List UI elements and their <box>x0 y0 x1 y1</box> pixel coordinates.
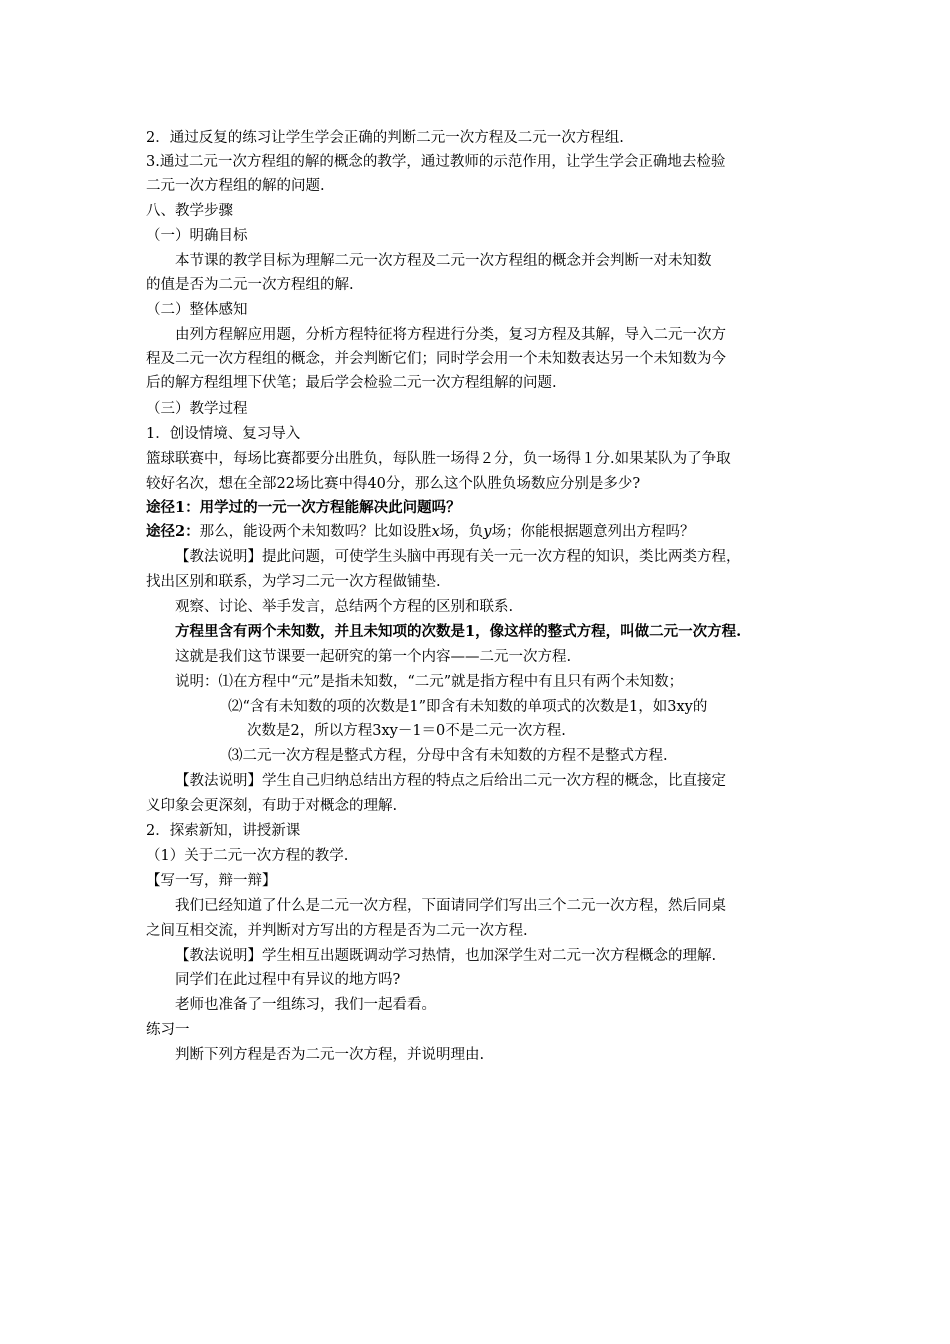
explanation-3: ⑶二元一次方程是整式方程，分母中含有未知数的方程不是整式方程. <box>228 748 668 764</box>
paragraph-goal-cont: 的值是否为二元一次方程组的解. <box>146 277 354 293</box>
explanation-2: ⑵“含有未知数的项的次数是1”即含有未知数的单项式的次数是1，如3xy的 <box>228 699 708 715</box>
section-heading-steps: 八、教学步骤 <box>146 203 233 219</box>
objective-3-cont: 二元一次方程组的解的问题. <box>146 178 325 194</box>
problem-statement: 篮球联赛中，每场比赛都要分出胜负，每队胜一场得２分，负一场得１分.如果某队为了争取 <box>146 451 731 467</box>
step-2-heading: 2．探索新知，讲授新课 <box>146 823 301 839</box>
variable-y: y <box>483 524 492 540</box>
paragraph-goal: 本节课的教学目标为理解二元一次方程及二元一次方程组的概念并会判断一对未知数 <box>175 253 712 269</box>
subheading-process: （三）教学过程 <box>146 401 248 417</box>
activity-heading: 【写一写，辩一辩】 <box>146 873 277 889</box>
paragraph-overview-cont-2: 后的解方程组埋下伏笔；最后学会检验二元一次方程组解的问题. <box>146 375 557 391</box>
method-note-3: 【教法说明】学生相互出题既调动学习热情，也加深学生对二元一次方程概念的理解. <box>175 948 717 964</box>
topic-intro: 这就是我们这节课要一起研究的第一个内容——二元一次方程. <box>175 649 572 665</box>
method-note-1-cont: 找出区别和联系，为学习二元一次方程做铺垫. <box>146 574 441 590</box>
discussion-prompt: 观察、讨论、举手发言，总结两个方程的区别和联系. <box>175 599 514 615</box>
route-2-text-a: 那么，能设两个未知数吗？比如设胜 <box>199 524 432 540</box>
step-1-heading: 1．创设情境、复习导入 <box>146 426 301 442</box>
method-note-2-cont: 义印象会更深刻，有助于对概念的理解. <box>146 798 398 814</box>
variable-x: x <box>431 524 440 540</box>
definition-statement: 方程里含有两个未知数，并且未知项的次数是1，像这样的整式方程，叫做二元一次方程. <box>175 623 742 640</box>
explanation-2-cont: 次数是2，所以方程3xy－1＝0不是二元一次方程. <box>247 723 566 739</box>
route-1-question: 途径1：用学过的一元一次方程能解决此问题吗？ <box>146 499 461 516</box>
subheading-overview: （二）整体感知 <box>146 302 248 318</box>
method-note-2: 【教法说明】学生自己归纳总结出方程的特点之后给出二元一次方程的概念，比直接定 <box>175 773 726 789</box>
activity-text-cont: 之间互相交流，并判断对方写出的方程是否为二元一次方程. <box>146 923 528 939</box>
teacher-practice-intro: 老师也准备了一组练习，我们一起看看。 <box>175 997 436 1013</box>
route-2-text-c: 场；你能根据题意列出方程吗？ <box>491 524 695 540</box>
objective-2: 2．通过反复的练习让学生学会正确的判断二元一次方程及二元一次方程组. <box>146 130 624 146</box>
explanation-1: 说明：⑴在方程中“元”是指未知数，“二元”就是指方程中有且只有两个未知数； <box>175 674 684 690</box>
subheading-goal: （一）明确目标 <box>146 228 248 244</box>
exercise-1-instruction: 判断下列方程是否为二元一次方程，并说明理由. <box>175 1047 485 1063</box>
problem-statement-cont: 较好名次，想在全部22场比赛中得40分，那么这个队胜负场数应分别是多少? <box>146 476 641 492</box>
paragraph-overview-cont-1: 程及二元一次方程组的概念，并会判断它们；同时学会用一个未知数表达另一个未知数为今 <box>146 351 726 367</box>
paragraph-overview: 由列方程解应用题，分析方程特征将方程进行分类，复习方程及其解，导入二元一次方 <box>175 327 726 343</box>
route-2-question <box>146 522 694 542</box>
subsection-1-heading: （1）关于二元一次方程的教学. <box>146 848 349 864</box>
exercise-1-heading: 练习一 <box>146 1022 190 1038</box>
route-2-text-b: 场，负 <box>439 524 484 540</box>
method-note-1: 【教法说明】提此问题，可使学生头脑中再现有关一元一次方程的知识，类比两类方程， <box>175 549 741 565</box>
objective-3: 3.通过二元一次方程组的解的概念的教学，通过教师的示范作用，让学生学会正确地去检验 <box>146 154 726 170</box>
route-2-label: 途径2： <box>146 523 200 540</box>
question-objections: 同学们在此过程中有异议的地方吗? <box>175 972 401 988</box>
activity-text: 我们已经知道了什么是二元一次方程，下面请同学们写出三个二元一次方程，然后同桌 <box>175 898 726 914</box>
